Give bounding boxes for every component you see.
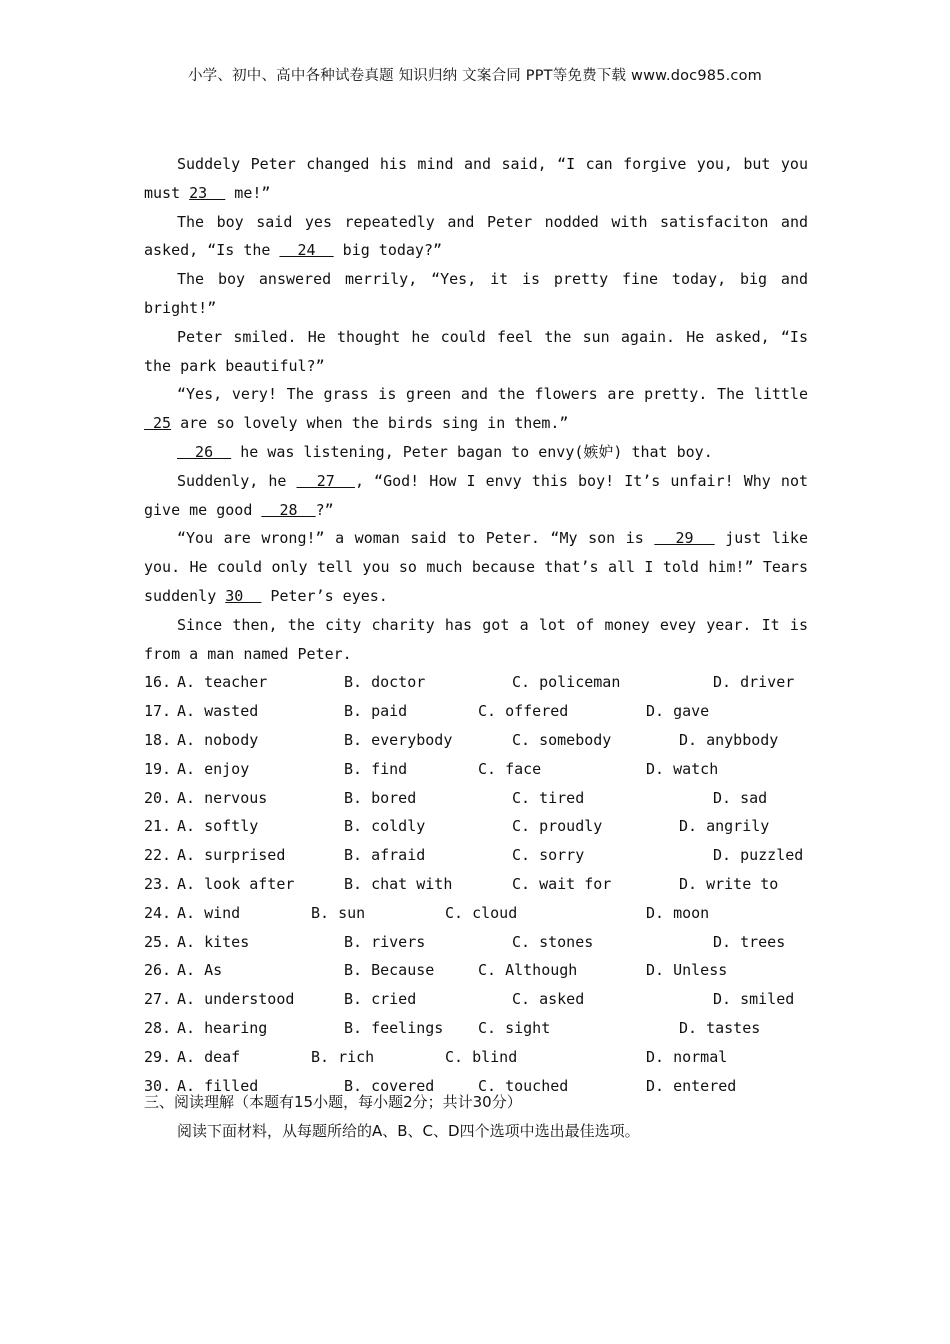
question-number: 28. [144, 1018, 172, 1037]
option-b: B. paid [344, 702, 408, 721]
option-b: B. rivers [344, 932, 426, 951]
option-c: C. cloud [445, 903, 518, 922]
option-c: C. sight [478, 1018, 551, 1037]
option-a: A. As [177, 961, 223, 980]
option-a: A. look after [177, 874, 295, 893]
option-c: C. stones [512, 932, 594, 951]
question-number: 25. [144, 932, 172, 951]
text: 嫉妒 [583, 442, 614, 461]
option-d: D. angrily [679, 817, 770, 836]
option-a: A. teacher [177, 673, 268, 692]
question-number: 26. [144, 961, 172, 980]
option-c: C. wait for [512, 874, 612, 893]
question-number: 17. [144, 702, 172, 721]
text: Peter’s eyes. [261, 586, 388, 605]
text: Suddenly, he [177, 471, 297, 490]
option-a: A. enjoy [177, 759, 250, 778]
option-d: D. anybbody [679, 730, 779, 749]
question-number: 18. [144, 730, 172, 749]
paragraph-7 [144, 467, 808, 525]
options-list [144, 668, 808, 1100]
option-c: C. touched [478, 1076, 569, 1095]
text: he was listening, Peter bagan to envy( [231, 442, 584, 461]
text: ?” [315, 500, 334, 519]
paragraph-4: Peter smiled. He thought he could feel the sun again. He asked, “Is the park beautiful?” [144, 327, 808, 375]
option-d: D. entered [646, 1076, 737, 1095]
page-header: 小学、初中、高中各种试卷真题 知识归纳 文案合同 PPT等免费下载 www.doc985.com [187, 68, 763, 84]
option-row-22 [144, 841, 808, 870]
option-c: C. Although [478, 961, 578, 980]
option-row-28 [144, 1014, 808, 1043]
question-number: 27. [144, 990, 172, 1009]
option-b: B. cried [344, 990, 417, 1009]
option-b: B. everybody [344, 730, 453, 749]
option-d: D. driver [713, 673, 795, 692]
blank-23: 23 [189, 183, 226, 202]
option-c: C. somebody [512, 730, 612, 749]
option-c: C. offered [478, 702, 569, 721]
option-c: C. tired [512, 788, 585, 807]
option-d: D. trees [713, 932, 786, 951]
option-row-26 [144, 956, 808, 985]
question-number: 23. [144, 874, 172, 893]
option-b: B. rich [311, 1047, 375, 1066]
option-b: B. chat with [344, 874, 453, 893]
question-number: 30. [144, 1076, 172, 1095]
blank-27: 27 [296, 471, 355, 490]
option-d: D. tastes [679, 1018, 761, 1037]
option-row-18 [144, 726, 808, 755]
option-d: D. puzzled [713, 846, 804, 865]
paragraph-5 [144, 380, 808, 438]
section-reading [144, 1088, 808, 1146]
blank-24: 24 [279, 241, 334, 260]
option-row-19 [144, 755, 808, 784]
option-b: B. sun [311, 903, 366, 922]
option-b: B. feelings [344, 1018, 444, 1037]
option-a: A. deaf [177, 1047, 241, 1066]
option-a: A. softly [177, 817, 259, 836]
option-c: C. asked [512, 990, 585, 1009]
blank-28: 28 [261, 500, 316, 519]
option-row-21 [144, 812, 808, 841]
paragraph-3: The boy answered merrily, “Yes, it is pretty fine today, big and bright!” [144, 270, 808, 317]
paragraph-8 [144, 524, 808, 610]
option-d: D. sad [713, 788, 768, 807]
text: Suddely Peter changed his mind and said, “I can forgive you, but you must [144, 155, 808, 202]
blank-29: 29 [654, 529, 715, 548]
option-b: B. bored [344, 788, 417, 807]
text: ) that boy. [613, 442, 713, 461]
option-d: D. moon [646, 903, 710, 922]
text: me!” [225, 183, 271, 202]
option-d: D. gave [646, 702, 710, 721]
blank-25: 25 [144, 414, 172, 433]
section-instruction: 阅读下面材料，从每题所给的A、B、C、D四个选项中选出最佳选项。 [177, 1122, 640, 1140]
option-a: A. hearing [177, 1018, 268, 1037]
question-number: 21. [144, 817, 172, 836]
text: , “God! How I envy this boy! It’s unfair! Why not give me good [144, 471, 809, 519]
option-d: D. watch [646, 759, 719, 778]
cloze-passage [144, 150, 808, 1100]
option-a: A. nervous [177, 788, 268, 807]
paragraph-6 [144, 438, 808, 467]
question-number: 20. [144, 788, 172, 807]
option-b: B. afraid [344, 846, 426, 865]
option-d: D. normal [646, 1047, 728, 1066]
option-a: A. nobody [177, 730, 259, 749]
question-number: 19. [144, 759, 172, 778]
option-c: C. sorry [512, 846, 585, 865]
option-a: A. surprised [177, 846, 286, 865]
text: The boy said yes repeatedly and Peter nodded with satisfaciton and asked, “Is the [144, 212, 808, 260]
option-row-29 [144, 1043, 808, 1072]
text: big today?” [333, 241, 443, 260]
paragraph-9: Since then, the city charity has got a lot of money evey year. It is from a man named Peter. [144, 615, 808, 663]
question-number: 24. [144, 903, 172, 922]
option-row-16 [144, 668, 808, 697]
option-d: D. Unless [646, 961, 728, 980]
option-row-23 [144, 870, 808, 899]
option-c: C. blind [445, 1047, 518, 1066]
text: are so lovely when the birds sing in them.” [171, 414, 569, 433]
option-d: D. smiled [713, 990, 795, 1009]
option-b: B. coldly [344, 817, 426, 836]
option-b: B. covered [344, 1076, 435, 1095]
option-b: B. doctor [344, 673, 426, 692]
option-row-17 [144, 697, 808, 726]
option-b: B. Because [344, 961, 435, 980]
blank-26: 26 [177, 442, 232, 461]
text: just like you. He could only tell you so much because that’s all I told him!” Tears suddenly [144, 529, 808, 605]
option-a: A. filled [177, 1076, 259, 1095]
option-a: A. wind [177, 903, 241, 922]
question-number: 29. [144, 1047, 172, 1066]
text: “You are wrong!” a woman said to Peter. “My son is [177, 529, 655, 548]
question-number: 16. [144, 673, 172, 692]
option-a: A. understood [177, 990, 295, 1009]
option-d: D. write to [679, 874, 779, 893]
option-row-20 [144, 784, 808, 813]
question-number: 22. [144, 846, 172, 865]
blank-30: 30 [225, 586, 262, 605]
paragraph-1 [144, 150, 808, 208]
option-c: C. proudly [512, 817, 603, 836]
paragraph-2 [144, 208, 808, 266]
option-a: A. wasted [177, 702, 259, 721]
option-c: C. policeman [512, 673, 621, 692]
section-title: 三、阅读理解（本题有15小题，每小题2分；共计30分） [144, 1093, 522, 1111]
option-row-24 [144, 899, 808, 928]
option-a: A. kites [177, 932, 250, 951]
option-c: C. face [478, 759, 542, 778]
option-b: B. find [344, 759, 408, 778]
text: “Yes, very! The grass is green and the flowers are pretty. The little [177, 385, 808, 404]
option-row-25 [144, 928, 808, 957]
option-row-27 [144, 985, 808, 1014]
